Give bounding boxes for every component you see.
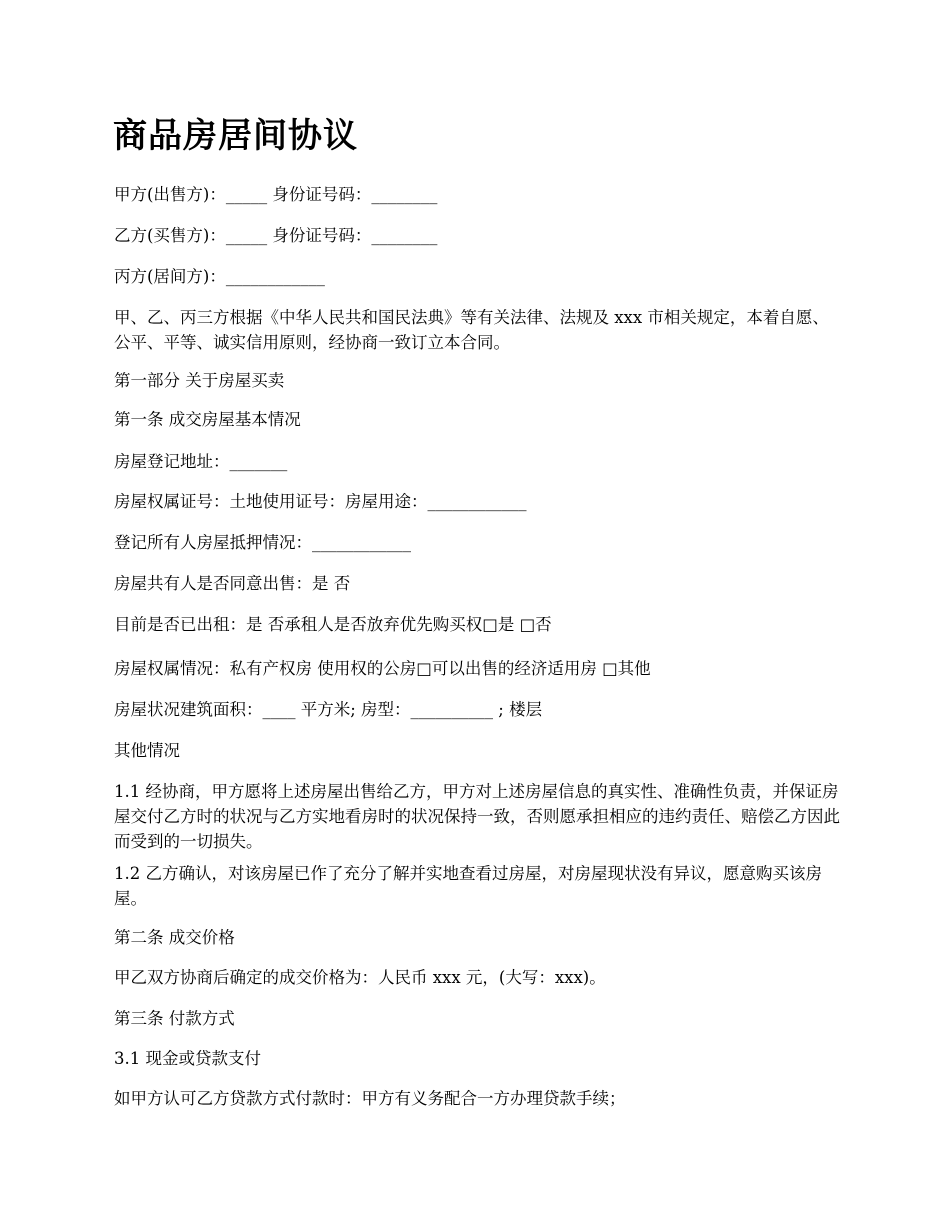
- registered-address-line: 房屋登记地址：_______: [114, 452, 288, 471]
- preamble-paragraph: 甲、乙、丙三方根据《中华人民共和国民法典》等有关法律、法规及 xxx 市相关规定，本着自愿、公平、平等、诚实信用原则，经协商一致订立本合同。: [114, 308, 829, 352]
- party-c-line: 丙方(居间方)：____________: [114, 267, 325, 286]
- building-area-line: 房屋状况建筑面积：____ 平方米; 房型：__________ ; 楼层: [114, 700, 543, 719]
- property-rights-line: 房屋权属情况：私有产权房 使用权的公房□可以出售的经济适用房 □其他: [114, 659, 651, 678]
- mortgage-status-line: 登记所有人房屋抵押情况：____________: [114, 533, 411, 552]
- transaction-price-line: 甲乙双方协商后确定的成交价格为：人民币 xxx 元，(大写：xxx)。: [114, 968, 606, 987]
- document-title: 商品房居间协议: [113, 116, 358, 156]
- clause-1-1-paragraph: 1.1 经协商，甲方愿将上述房屋出售给乙方，甲方对上述房屋信息的真实性、准确性负责，并保证房屋交付乙方时的状况与乙方实地看房时的状况保持一致，否则愿承担相应的违约责任、赔偿乙方因此而受到的一切损失。: [114, 782, 840, 851]
- loan-payment-line: 如甲方认可乙方贷款方式付款时：甲方有义务配合一方办理贷款手续；: [114, 1089, 626, 1108]
- other-conditions-heading: 其他情况: [114, 741, 180, 760]
- party-a-line: 甲方(出售方)：_____ 身份证号码：________: [114, 185, 438, 204]
- co-owner-consent-line: 房屋共有人是否同意出售：是 否: [114, 574, 351, 593]
- article-two-heading: 第二条 成交价格: [114, 928, 235, 947]
- party-b-line: 乙方(买售方)：_____ 身份证号码：________: [114, 226, 438, 245]
- part-one-heading: 第一部分 关于房屋买卖: [114, 371, 285, 390]
- clause-1-2-paragraph: 1.2 乙方确认，对该房屋已作了充分了解并实地查看过房屋，对房屋现状没有异议，愿意购买该房屋。: [114, 864, 822, 908]
- clause-3-1-heading: 3.1 现金或贷款支付: [114, 1049, 261, 1068]
- article-one-heading: 第一条 成交房屋基本情况: [114, 410, 301, 429]
- ownership-certificate-line: 房屋权属证号：土地使用证号：房屋用途：____________: [114, 492, 527, 511]
- rental-status-line: 目前是否已出租：是 否承租人是否放弃优先购买权□是 □否: [114, 615, 552, 634]
- article-three-heading: 第三条 付款方式: [114, 1009, 235, 1028]
